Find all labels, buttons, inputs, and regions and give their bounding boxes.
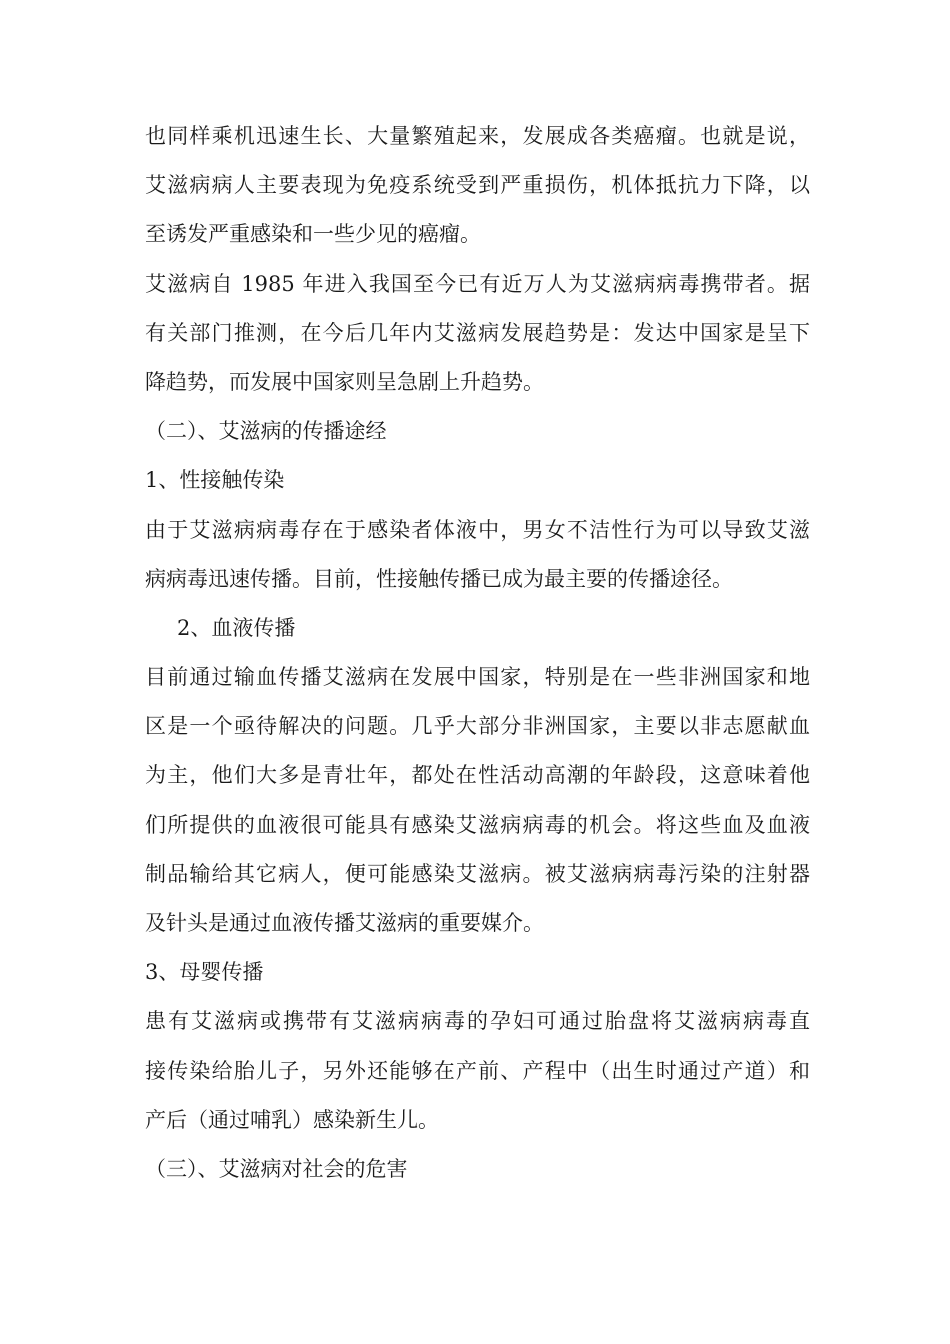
paragraph-line: 降趋势，而发展中国家则呈急剧上升趋势。 — [145, 369, 544, 394]
paragraph-line: 目前通过输血传播艾滋病在发展中国家，特别是在一些非洲国家和地 — [145, 665, 810, 690]
paragraph-line: 们所提供的血液很可能具有感染艾滋病病毒的机会。将这些血及血液 — [145, 812, 810, 837]
subheading-blood-transmission: 2、血液传播 — [177, 615, 296, 640]
paragraph-line: 艾滋病病人主要表现为免疫系统受到严重损伤，机体抵抗力下降，以 — [145, 173, 810, 198]
paragraph-line: 制品输给其它病人，便可能感染艾滋病。被艾滋病病毒污染的注射器 — [145, 861, 810, 886]
subheading-sexual-transmission: 1、性接触传染 — [145, 468, 285, 493]
paragraph-line: 也同样乘机迅速生长、大量繁殖起来，发展成各类癌瘤。也就是说， — [145, 124, 810, 148]
paragraph-line: 患有艾滋病或携带有艾滋病病毒的孕妇可通过胎盘将艾滋病病毒直 — [145, 1009, 810, 1034]
section-heading-social-harm: （三）、艾滋病对社会的危害 — [145, 1156, 408, 1181]
paragraph-line: 由于艾滋病病毒存在于感染者体液中，男女不洁性行为可以导致艾滋 — [145, 517, 810, 542]
subheading-mother-infant-transmission: 3、母婴传播 — [145, 960, 264, 985]
paragraph-line: 接传染给胎儿子，另外还能够在产前、产程中（出生时通过产道）和 — [145, 1058, 810, 1083]
paragraph-line: 区是一个亟待解决的问题。几乎大部分非洲国家，主要以非志愿献血 — [145, 714, 810, 739]
document-body — [145, 112, 810, 1194]
paragraph-line: 产后（通过哺乳）感染新生儿。 — [145, 1107, 439, 1132]
paragraph-line: 艾滋病自 1985 年进入我国至今已有近万人为艾滋病病毒携带者。据 — [145, 271, 810, 296]
section-heading-transmission: （二）、艾滋病的传播途经 — [145, 419, 387, 444]
paragraph-line: 病病毒迅速传播。目前，性接触传播已成为最主要的传播途径。 — [145, 566, 733, 591]
paragraph-line: 有关部门推测，在今后几年内艾滋病发展趋势是：发达中国家是呈下 — [145, 320, 810, 345]
paragraph-line: 为主，他们大多是青壮年，都处在性活动高潮的年龄段，这意味着他 — [145, 763, 810, 788]
paragraph-line: 至诱发严重感染和一些少见的癌瘤。 — [145, 222, 481, 247]
paragraph-line: 及针头是通过血液传播艾滋病的重要媒介。 — [145, 911, 544, 935]
